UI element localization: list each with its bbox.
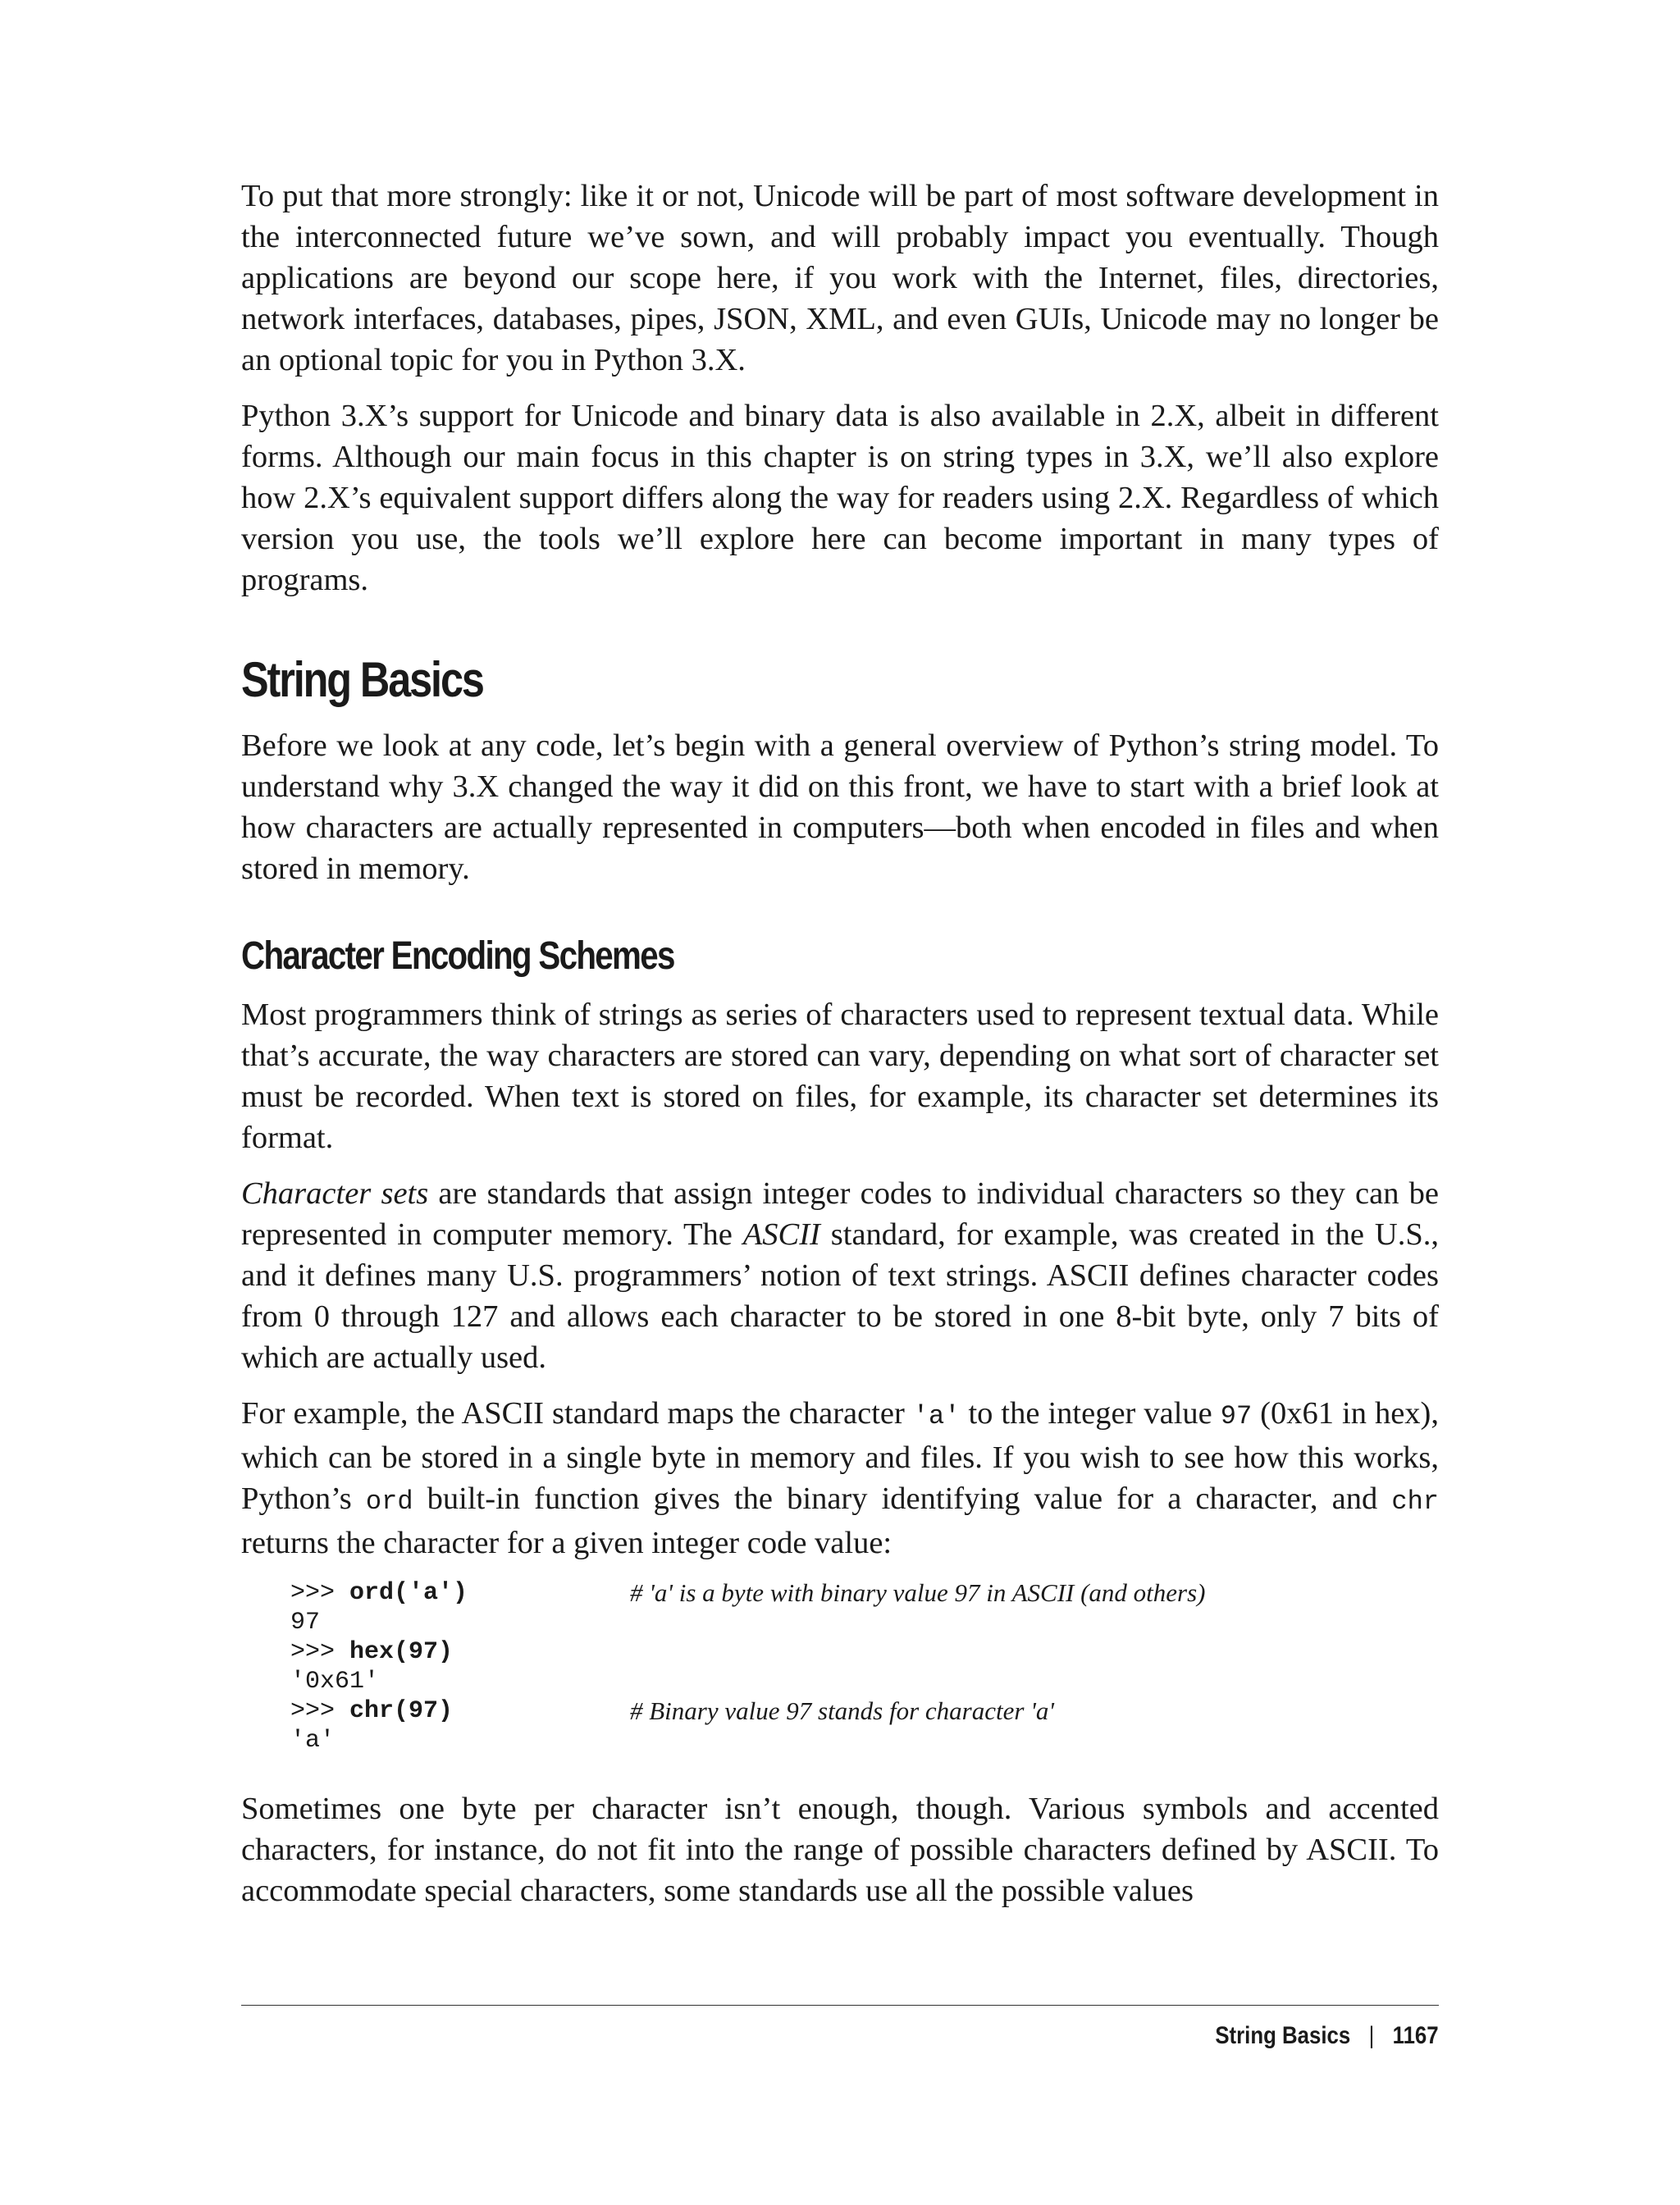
code-input: ord('a') [349,1579,468,1607]
paragraph-character-sets [241,1173,1439,1378]
text-span: (0x61 in hex), which can be stored in a single byte in memory and files. If you wish to see how this works, Python’s [241,1396,1439,1516]
code-output: 'a' [290,1727,336,1755]
code-comment: # Binary value 97 stands for character 'a' [630,1696,1054,1725]
code-comment: # 'a' is a byte with binary value 97 in ASCII (and others) [630,1578,1206,1607]
paragraph-python-2x-support: Python 3.X’s support for Unicode and binary data is also available in 2.X, albeit in different forms. Although our main focus in this chapter is on string types in 3.X, we’ll also explore how 2.X’s equivalent support differs along the way for readers using 2.X. Regardless of which version you use, the tools we’ll explore here can become important in many types of programs. [241,399,1439,597]
code-output: 97 [290,1609,321,1637]
paragraph-special-characters: Sometimes one byte per character isn’t enough, though. Various symbols and accented characters, for instance, do not fit into the range of possible characters defined by ASCII. To accommodate special characters, some standards use all the possible values [241,1792,1439,1908]
paragraph-unicode-importance: To put that more strongly: like it or not, Unicode will be part of most software development in the interconnected future we’ve sown, and will probably impact you eventually. Though applications are beyond our scope here, if you work with the Internet, files, directories, network interfaces, databases, pipes, JSON, XML, and even GUIs, Unicode may no longer be an optional topic for you in Python 3.X. [241,179,1439,377]
inline-code: ord [365,1486,413,1517]
code-input: hex(97) [349,1638,454,1666]
inline-code: chr [1391,1486,1439,1517]
text-span: standard, for example, was created in the U.S., and it defines many U.S. programmers’ notion of text strings. ASCII defines character codes from 0 through 127 and allows each character to be stored in one 8-bit byte, only 7 bits of which are actually used. [241,1217,1439,1375]
text-span: to the integer value [960,1396,1221,1431]
code-prompt: >>> [290,1638,350,1666]
code-prompt: >>> [290,1579,350,1607]
inline-code: 'a' [912,1401,961,1431]
subsection-heading-character-encoding: Character Encoding Schemes [241,934,674,978]
footer-divider [241,2005,1439,2006]
paragraph-strings-as-characters: Most programmers think of strings as series of characters used to represent textual data. While that’s accurate, the way characters are stored can vary, depending on what sort of character set must be recorded. When text is stored on files, for example, its character set determines its format. [241,998,1439,1155]
code-line [290,1608,1439,1637]
text-span: built-in function gives the binary identifying value for a character, and [413,1481,1392,1516]
term-character-sets: Character sets [241,1176,429,1211]
footer-section-label: String Basics [1215,2022,1351,2049]
code-line [290,1578,1439,1608]
text-span: are standards that assign integer codes to individual characters so they can be represented in computer memory. The [241,1176,1439,1252]
code-output: '0x61' [290,1668,380,1696]
paragraph-string-model-overview: Before we look at any code, let’s begin with a general overview of Python’s string model. To understand why 3.X changed the way it did on this front, we have to start with a brief look at how characters are actually represented in computers—both when encoded in files and when stored in memory. [241,728,1439,886]
code-command [290,1637,630,1667]
code-line [290,1726,1439,1755]
code-input: chr(97) [349,1697,454,1725]
page-number: 1167 [1393,2022,1439,2049]
code-prompt: >>> [290,1697,350,1725]
page-content [241,176,1439,1926]
paragraph-ascii-example [241,1393,1439,1564]
text-span: returns the character for a given integer code value: [241,1526,892,1560]
code-line [290,1696,1439,1726]
code-line [290,1637,1439,1667]
code-block-ord-chr [290,1578,1439,1755]
footer-separator: | [1368,2022,1375,2049]
text-span: For example, the ASCII standard maps the character [241,1396,913,1431]
page-footer [1216,2020,1439,2052]
code-line [290,1667,1439,1696]
term-ascii: ASCII [742,1217,820,1252]
section-heading-string-basics: String Basics [241,652,483,707]
code-command [290,1578,630,1608]
inline-code: 97 [1220,1401,1253,1431]
code-command [290,1696,630,1726]
